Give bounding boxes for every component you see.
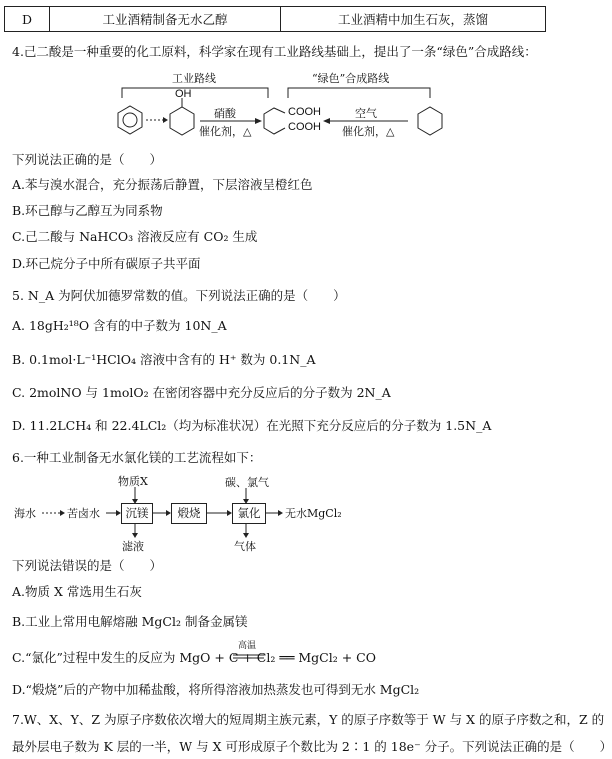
table-cell: 工业酒精制备无水乙醇 xyxy=(50,7,281,32)
q6-option-b: B.工业上常用电解熔融 MgCl₂ 制备金属镁 xyxy=(12,614,248,629)
product-label: 无水MgCl₂ xyxy=(285,507,342,520)
green-route-bracket xyxy=(288,88,430,98)
q5-option-d: D. 11.2LCH₄ 和 22.4LCl₂（均为标准状况）在光照下充分反应后的分子数为 1.5N_A xyxy=(12,418,492,433)
q5-option-c: C. 2molNO 与 1molO₂ 在密闭容器中充分反应后的分子数为 2N_A xyxy=(12,385,391,400)
q5-option-a: A. 18gH₂¹⁸O 含有的中子数为 10N_A xyxy=(12,318,227,333)
table-cell: 工业酒精中加生石灰，蒸馏 xyxy=(281,7,546,32)
q4-option-b: B.环己醇与乙醇互为同系物 xyxy=(12,203,163,218)
filtrate-label: 滤液 xyxy=(122,540,144,553)
oh-label: OH xyxy=(175,88,192,100)
cooh-bottom-label: COOH xyxy=(288,121,321,133)
q6-option-c: C.“氯化”过程中发生的反应为 MgO + C + Cl₂ ══ MgCl₂ + CO xyxy=(12,650,376,665)
q4-prompt: 下列说法正确的是（ ） xyxy=(12,152,163,167)
condition-label: 高温 xyxy=(238,641,257,651)
seawater-label: 海水 xyxy=(14,507,36,520)
industrial-route-label: 工业路线 xyxy=(172,72,216,85)
q4-option-c: C.己二酸与 NaHCO₃ 溶液反应有 CO₂ 生成 xyxy=(12,229,258,244)
box-precipitate-mg: 沉镁 xyxy=(121,503,153,524)
q4-option-d: D.环己烷分子中所有碳原子共平面 xyxy=(12,256,201,271)
substance-x-label: 物质X xyxy=(118,475,148,488)
q5-stem: 5. N_A 为阿伏加德罗常数的值。下列说法正确的是（ ） xyxy=(12,288,346,303)
q4-stem: 4.己二酸是一种重要的化工原料，科学家在现有工业路线基础上，提出了一条“绿色”合成路线： xyxy=(12,44,537,59)
gas-label: 气体 xyxy=(234,540,256,553)
q7-line1: 7.W、X、Y、Z 为原子序数依次增大的短周期主族元素，Y 的原子序数等于 W 与 X 的原子序数之和，Z 的 xyxy=(12,712,605,727)
nitric-acid-label: 硝酸 xyxy=(214,107,236,120)
q6-stem: 6.一种工业制备无水氯化镁的工艺流程如下： xyxy=(12,450,262,465)
box-calcine: 煅烧 xyxy=(171,503,207,524)
q5-option-b: B. 0.1mol·L⁻¹HClO₄ 溶液中含有的 H⁺ 数为 0.1N_A xyxy=(12,352,316,367)
q6-option-d: D.“煅烧”后的产物中加稀盐酸，将所得溶液加热蒸发也可得到无水 MgCl₂ xyxy=(12,682,420,697)
cooh-top-label: COOH xyxy=(288,106,321,118)
q6-prompt: 下列说法错误的是（ ） xyxy=(12,558,163,573)
benzene-ring xyxy=(118,106,142,134)
box-chlorinate: 氯化 xyxy=(232,503,266,524)
catalyst-left-label: 催化剂，△ xyxy=(199,125,252,138)
green-route-label: “绿色”合成路线 xyxy=(312,72,390,85)
adipic-acid xyxy=(264,108,285,134)
table-cell: D xyxy=(5,7,50,32)
air-label: 空气 xyxy=(355,107,377,120)
reagents-top-label: 碳、氯气 xyxy=(225,476,269,489)
cyclohexanol-ring xyxy=(170,98,194,135)
catalyst-right-label: 催化剂，△ xyxy=(342,125,395,138)
industrial-route-bracket xyxy=(122,88,268,98)
q4-option-a: A.苯与溴水混合，充分振荡后静置，下层溶液呈橙红色 xyxy=(12,177,313,192)
brine-label: 苦卤水 xyxy=(67,507,100,520)
cyclohexane-ring xyxy=(418,107,442,135)
q6-option-a: A.物质 X 常选用生石灰 xyxy=(12,584,142,599)
q7-line2: 最外层电子数为 K 层的一半，W 与 X 可形成原子个数比为 2∶1 的 18e⁻ 分子。下列说法正确的是（ ） xyxy=(12,739,612,754)
